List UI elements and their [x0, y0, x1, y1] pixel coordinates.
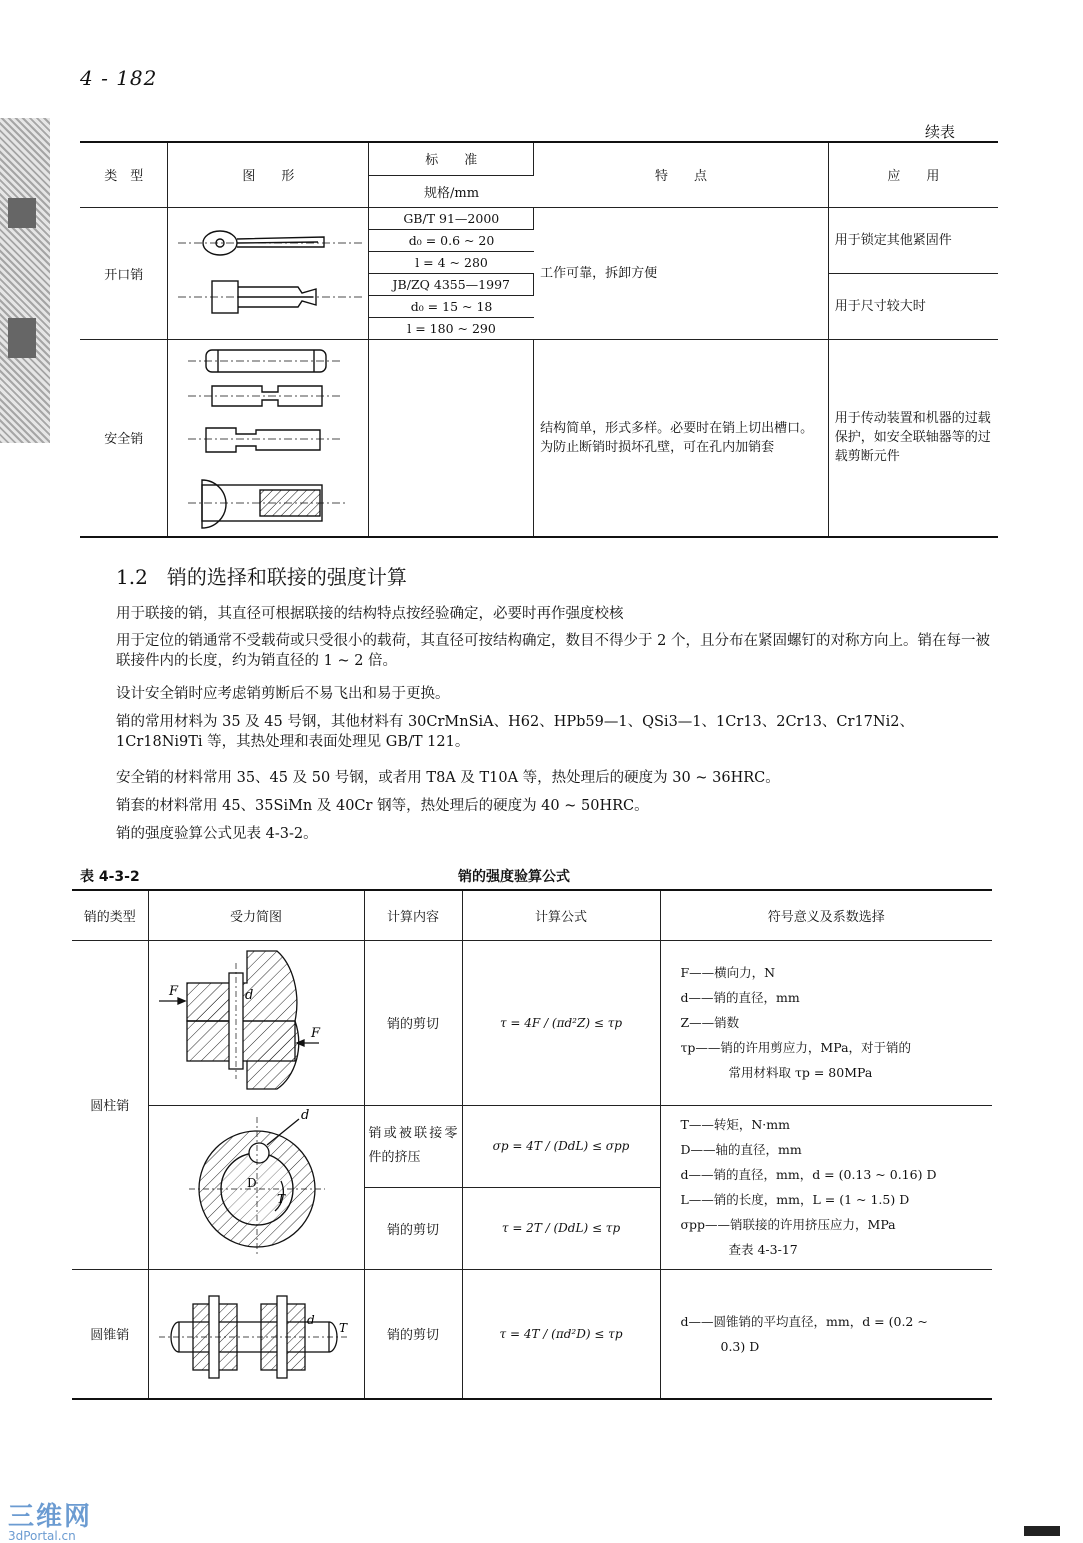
paragraph-1: 用于联接的销，其直径可根据联接的结构特点按经验确定，必要时再作强度校核 [116, 606, 624, 622]
formula-shear-1: τ = 4F / (πd²Z) ≤ τp [462, 940, 660, 1105]
corner-mark [1024, 1526, 1060, 1536]
symbol-line: T——转矩，N·mm [680, 1117, 790, 1132]
section-heading [116, 561, 407, 590]
page-number: 4 - 182 [80, 66, 158, 90]
t2-header-formula: 计算公式 [462, 890, 660, 940]
symbol-line: 常用材料取 τp = 80MPa [728, 1065, 873, 1080]
taper-torque-label: T [338, 1320, 347, 1335]
taper-dia-label: d [306, 1312, 315, 1327]
paragraph-6: 销套的材料常用 45、35SiMn 及 40Cr 钢等，热处理后的硬度为 40 ~ 50HRC。 [116, 798, 649, 814]
header-figure: 图 形 [168, 142, 369, 207]
type-split-pin: 开口销 [80, 207, 168, 339]
symbol-line: d——销的直径，mm [680, 990, 800, 1005]
taper-pin-diagram [148, 1269, 364, 1399]
std-l-range-2: l = 180 ~ 290 [369, 317, 534, 339]
type-safety-pin: 安全销 [80, 339, 168, 537]
header-spec: 规格/mm [369, 175, 534, 207]
symbol-line: σpp——销联接的许用挤压应力，MPa [680, 1217, 896, 1232]
formula-bearing: σp = 4T / (DdL) ≤ σpp [462, 1105, 660, 1187]
t2-header-diagram: 受力简图 [148, 890, 364, 940]
type-cylindrical-pin: 圆柱销 [72, 940, 148, 1269]
header-feature: 特 点 [534, 142, 829, 207]
paragraph-7: 销的强度验算公式见表 4-3-2。 [116, 826, 318, 842]
t2-header-symbols: 符号意义及系数选择 [660, 890, 992, 940]
std-gb91: GB/T 91—2000 [369, 207, 534, 229]
split-pin-figure [168, 207, 369, 339]
symbols-cylindrical-1 [660, 940, 992, 1105]
table-caption: 销的强度验算公式 [458, 869, 570, 885]
std-d0-range-2: d₀ = 15 ~ 18 [369, 295, 534, 317]
symbol-line: d——圆锥销的平均直径，mm，d = (0.2 ~ [680, 1313, 928, 1329]
symbol-line: F——横向力，N [680, 965, 776, 980]
symbol-line: d——销的直径，mm，d = (0.13 ~ 0.16) D [680, 1167, 937, 1182]
force-label-left: F [168, 983, 178, 999]
app-split-pin-1: 用于锁定其他紧固件 [828, 207, 998, 273]
formula-shear-3: τ = 4T / (πd²D) ≤ τp [462, 1269, 660, 1399]
std-d0-range-1: d₀ = 0.6 ~ 20 [369, 229, 534, 251]
formula-shear-2: τ = 2T / (DdL) ≤ τp [462, 1187, 660, 1269]
std-l-range-1: l = 4 ~ 280 [369, 251, 534, 273]
scanned-page-edge [0, 118, 50, 443]
symbols-cylindrical-2 [660, 1105, 992, 1269]
header-application: 应 用 [828, 142, 998, 207]
dia-label: d [244, 987, 253, 1003]
content-shear-2: 销的剪切 [364, 1187, 462, 1269]
paragraph-5: 安全销的材料常用 35、45 及 50 号钢，或者用 T8A 及 T10A 等，热处理后的硬度为 30 ~ 36HRC。 [116, 770, 780, 786]
watermark [8, 1496, 92, 1543]
t2-header-type: 销的类型 [72, 890, 148, 940]
feature-safety-pin: 结构简单，形式多样。必要时在销上切出槽口。为防止断销时损坏孔壁，可在孔内加销套 [534, 339, 829, 537]
safety-pin-standard-empty [369, 339, 534, 537]
header-type: 类 型 [80, 142, 168, 207]
app-split-pin-2: 用于尺寸较大时 [828, 273, 998, 339]
shear-diagram [148, 940, 364, 1105]
symbol-line: τp——销的许用剪应力，MPa，对于销的 [680, 1040, 912, 1055]
shaft-dia-label: D [246, 1176, 257, 1190]
paragraph-2: 用于定位的销通常不受载荷或只受很小的载荷，其直径可按结构确定，数目不得少于 2 个，且分布在紧固螺钉的对称方向上。销在每一被联接件内的长度，约为销直径的 1 ~ 2 倍。 [116, 633, 990, 669]
torque-diagram [148, 1105, 364, 1269]
symbol-line: Z——销数 [680, 1015, 740, 1030]
strength-formula-table [72, 889, 992, 1400]
content-bearing: 销或被联接零件的挤压 [364, 1105, 462, 1187]
t2-header-content: 计算内容 [364, 890, 462, 940]
content-shear-3: 销的剪切 [364, 1269, 462, 1399]
symbol-line: D——轴的直径，mm [680, 1142, 802, 1157]
watermark-url: 3dPortal.cn [8, 1529, 76, 1543]
table-label: 表 4-3-2 [80, 869, 140, 885]
safety-pin-figure [168, 339, 369, 537]
continued-label: 续表 [925, 123, 956, 141]
torque-label: T [276, 1192, 285, 1206]
header-standard: 标 准 [369, 142, 534, 175]
paragraph-3: 设计安全销时应考虑销剪断后不易飞出和易于更换。 [116, 686, 450, 702]
std-jbzq4355: JB/ZQ 4355—1997 [369, 273, 534, 295]
force-label-right: F [310, 1025, 320, 1041]
section-number: 1.2 [116, 565, 148, 589]
watermark-brand: 三维网 [8, 1502, 93, 1532]
symbol-line: 查表 4-3-17 [728, 1242, 798, 1257]
dia-label-2: d [300, 1108, 309, 1123]
feature-split-pin: 工作可靠，拆卸方便 [534, 207, 829, 339]
app-safety-pin: 用于传动装置和机器的过载保护，如安全联轴器等的过载剪断元件 [828, 339, 998, 537]
paragraph-4: 销的常用材料为 35 及 45 号钢，其他材料有 30CrMnSiA、H62、HPb59—1、QSi3—1、1Cr13、2Cr13、Cr17Ni2、1Cr18Ni9Ti 等，其热处理和表面处理见 GB/T 121。 [116, 714, 914, 750]
symbol-line: L——销的长度，mm，L = (1 ~ 1.5) D [680, 1192, 910, 1207]
symbols-taper [660, 1269, 992, 1399]
pin-types-table [80, 141, 998, 538]
section-title: 销的选择和联接的强度计算 [166, 565, 407, 589]
symbol-line: 0.3) D [720, 1338, 760, 1354]
type-taper-pin: 圆锥销 [72, 1269, 148, 1399]
content-shear-1: 销的剪切 [364, 940, 462, 1105]
